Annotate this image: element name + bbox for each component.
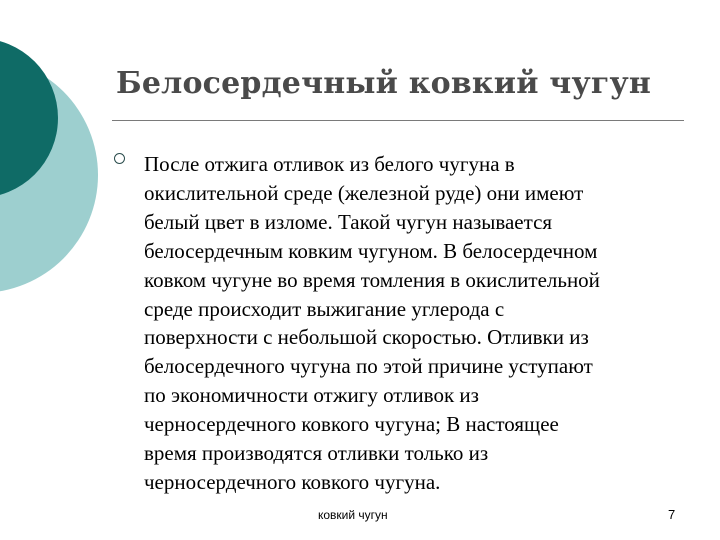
- body-line: черносердечного ковкого чугуна; В настоящее: [144, 412, 559, 437]
- footer-label: ковкий чугун: [318, 508, 388, 522]
- body-line: по экономичности отжигу отливок из: [144, 383, 479, 408]
- body-line: белосердечного чугуна по этой причине уступают: [144, 354, 593, 379]
- body-line: После отжига отливок из белого чугуна в: [144, 152, 515, 176]
- body-line: черносердечного ковкого чугуна.: [144, 469, 441, 494]
- body-line: поверхности с небольшой скоростью. Отливки из: [144, 325, 589, 350]
- title-divider: [112, 120, 684, 121]
- decorative-circles: [0, 0, 110, 300]
- body-line: ковком чугуне во время томления в окислительной: [144, 267, 600, 292]
- body-line: среде происходит выжигание углерода с: [144, 296, 505, 321]
- body-paragraph: [144, 150, 684, 497]
- hollow-circle-bullet-icon: [114, 153, 125, 164]
- slide-title: Белосердечный ковкий чугун: [116, 66, 652, 101]
- page-number: 7: [668, 507, 676, 522]
- body-line: белый цвет в изломе. Такой чугун называется: [144, 209, 553, 234]
- body-line: белосердечным ковким чугуном. В белосердечном: [144, 238, 598, 263]
- body-line: окислительной среде (железной руде) они имеют: [144, 180, 584, 205]
- body-line: время производятся отливки только из: [144, 441, 489, 466]
